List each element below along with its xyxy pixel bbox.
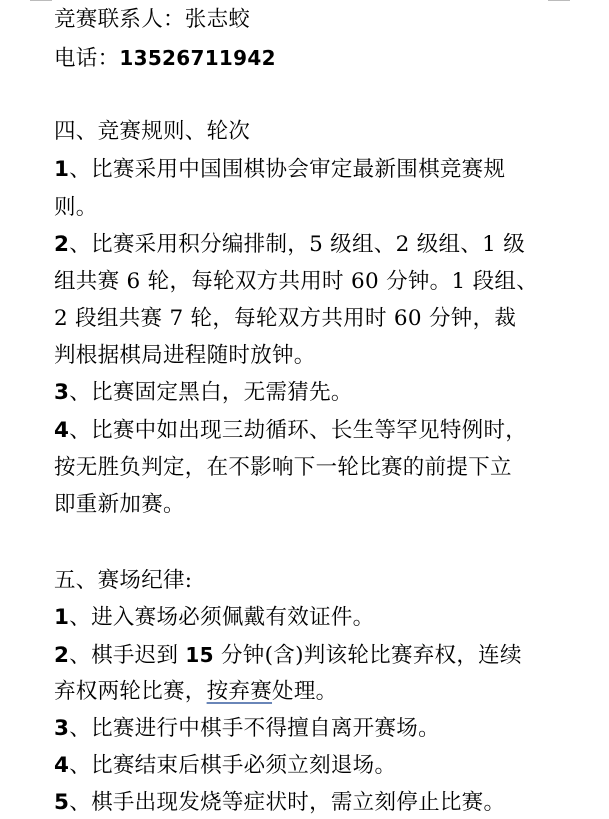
section4-heading: 四、竞赛规则、轮次 bbox=[54, 119, 251, 144]
discipline-item-1-number: 1 bbox=[54, 605, 70, 630]
discipline-item-1-text: 、进入赛场必须佩戴有效证件。 bbox=[69, 605, 375, 630]
phone-label: 电话： bbox=[54, 46, 120, 71]
discipline-item-5 bbox=[54, 791, 505, 815]
discipline-item-2-line2-b: 处理。 bbox=[272, 679, 338, 704]
rule-item-1-number: 1 bbox=[54, 157, 70, 182]
discipline-item-2-number: 2 bbox=[54, 643, 70, 668]
rule-item-1-line2: 则。 bbox=[54, 195, 98, 220]
rule-item-3-text: 、比赛固定黑白，无需猜先。 bbox=[69, 380, 353, 405]
discipline-item-2-text-c: 分钟(含)判该轮比赛弃权，连续 bbox=[213, 643, 522, 668]
discipline-item-1 bbox=[54, 606, 374, 630]
page-corner-mark-left bbox=[30, 0, 52, 1]
page-corner-mark-right bbox=[548, 0, 570, 1]
discipline-item-2-minutes: 15 bbox=[185, 643, 214, 667]
discipline-item-3-number: 3 bbox=[54, 716, 70, 741]
discipline-item-2-underlined: 按弃赛 bbox=[206, 679, 273, 704]
discipline-item-3 bbox=[54, 717, 440, 741]
rule-item-4-text: 、比赛中如出现三劫循环、长生等罕见特例时， bbox=[69, 418, 528, 443]
contact-person: 竞赛联系人：张志蛟 bbox=[54, 7, 251, 32]
discipline-item-4-text: 、比赛结束后棋手必须立刻退场。 bbox=[69, 753, 397, 778]
rule-item-2-line2: 组共赛 6 轮，每轮双方共用时 60 分钟。1 段组、 bbox=[54, 269, 538, 294]
section5-heading: 五、赛场纪律: bbox=[54, 568, 193, 593]
rule-item-2-line4: 判根据棋局进程随时放钟。 bbox=[54, 343, 316, 368]
phone-number: 13526711942 bbox=[119, 46, 276, 70]
rule-item-3-number: 3 bbox=[54, 380, 70, 405]
rule-item-3 bbox=[54, 381, 353, 405]
rule-item-2-line3: 2 段组共赛 7 轮，每轮双方共用时 60 分钟，裁 bbox=[54, 306, 517, 331]
discipline-item-2-text-a: 、棋手迟到 bbox=[69, 643, 186, 668]
rule-item-4-line2: 按无胜负判定，在不影响下一轮比赛的前提下立 bbox=[54, 455, 512, 480]
discipline-item-5-text: 、棋手出现发烧等症状时，需立刻停止比赛。 bbox=[69, 790, 506, 815]
contact-phone bbox=[54, 46, 276, 71]
rule-item-2-line1 bbox=[54, 233, 525, 257]
discipline-item-2-line1 bbox=[54, 643, 522, 668]
rule-item-2-text: 、比赛采用积分编排制，5 级组、2 级组、1 级 bbox=[69, 232, 526, 257]
discipline-item-2-line2-a: 弃权两轮比赛， bbox=[54, 679, 207, 704]
rule-item-4-line3: 即重新加赛。 bbox=[54, 492, 185, 517]
discipline-item-4-number: 4 bbox=[54, 753, 70, 778]
rule-item-1-line1 bbox=[54, 158, 505, 182]
rule-item-4-number: 4 bbox=[54, 418, 70, 443]
discipline-item-4 bbox=[54, 754, 396, 778]
rule-item-4-line1 bbox=[54, 419, 527, 443]
discipline-item-2-line2 bbox=[54, 680, 337, 704]
rule-item-2-number: 2 bbox=[54, 232, 70, 257]
discipline-item-3-text: 、比赛进行中棋手不得擅自离开赛场。 bbox=[69, 716, 440, 741]
rule-item-1-text: 、比赛采用中国围棋协会审定最新围棋竞赛规 bbox=[69, 157, 506, 182]
discipline-item-5-number: 5 bbox=[54, 790, 70, 815]
